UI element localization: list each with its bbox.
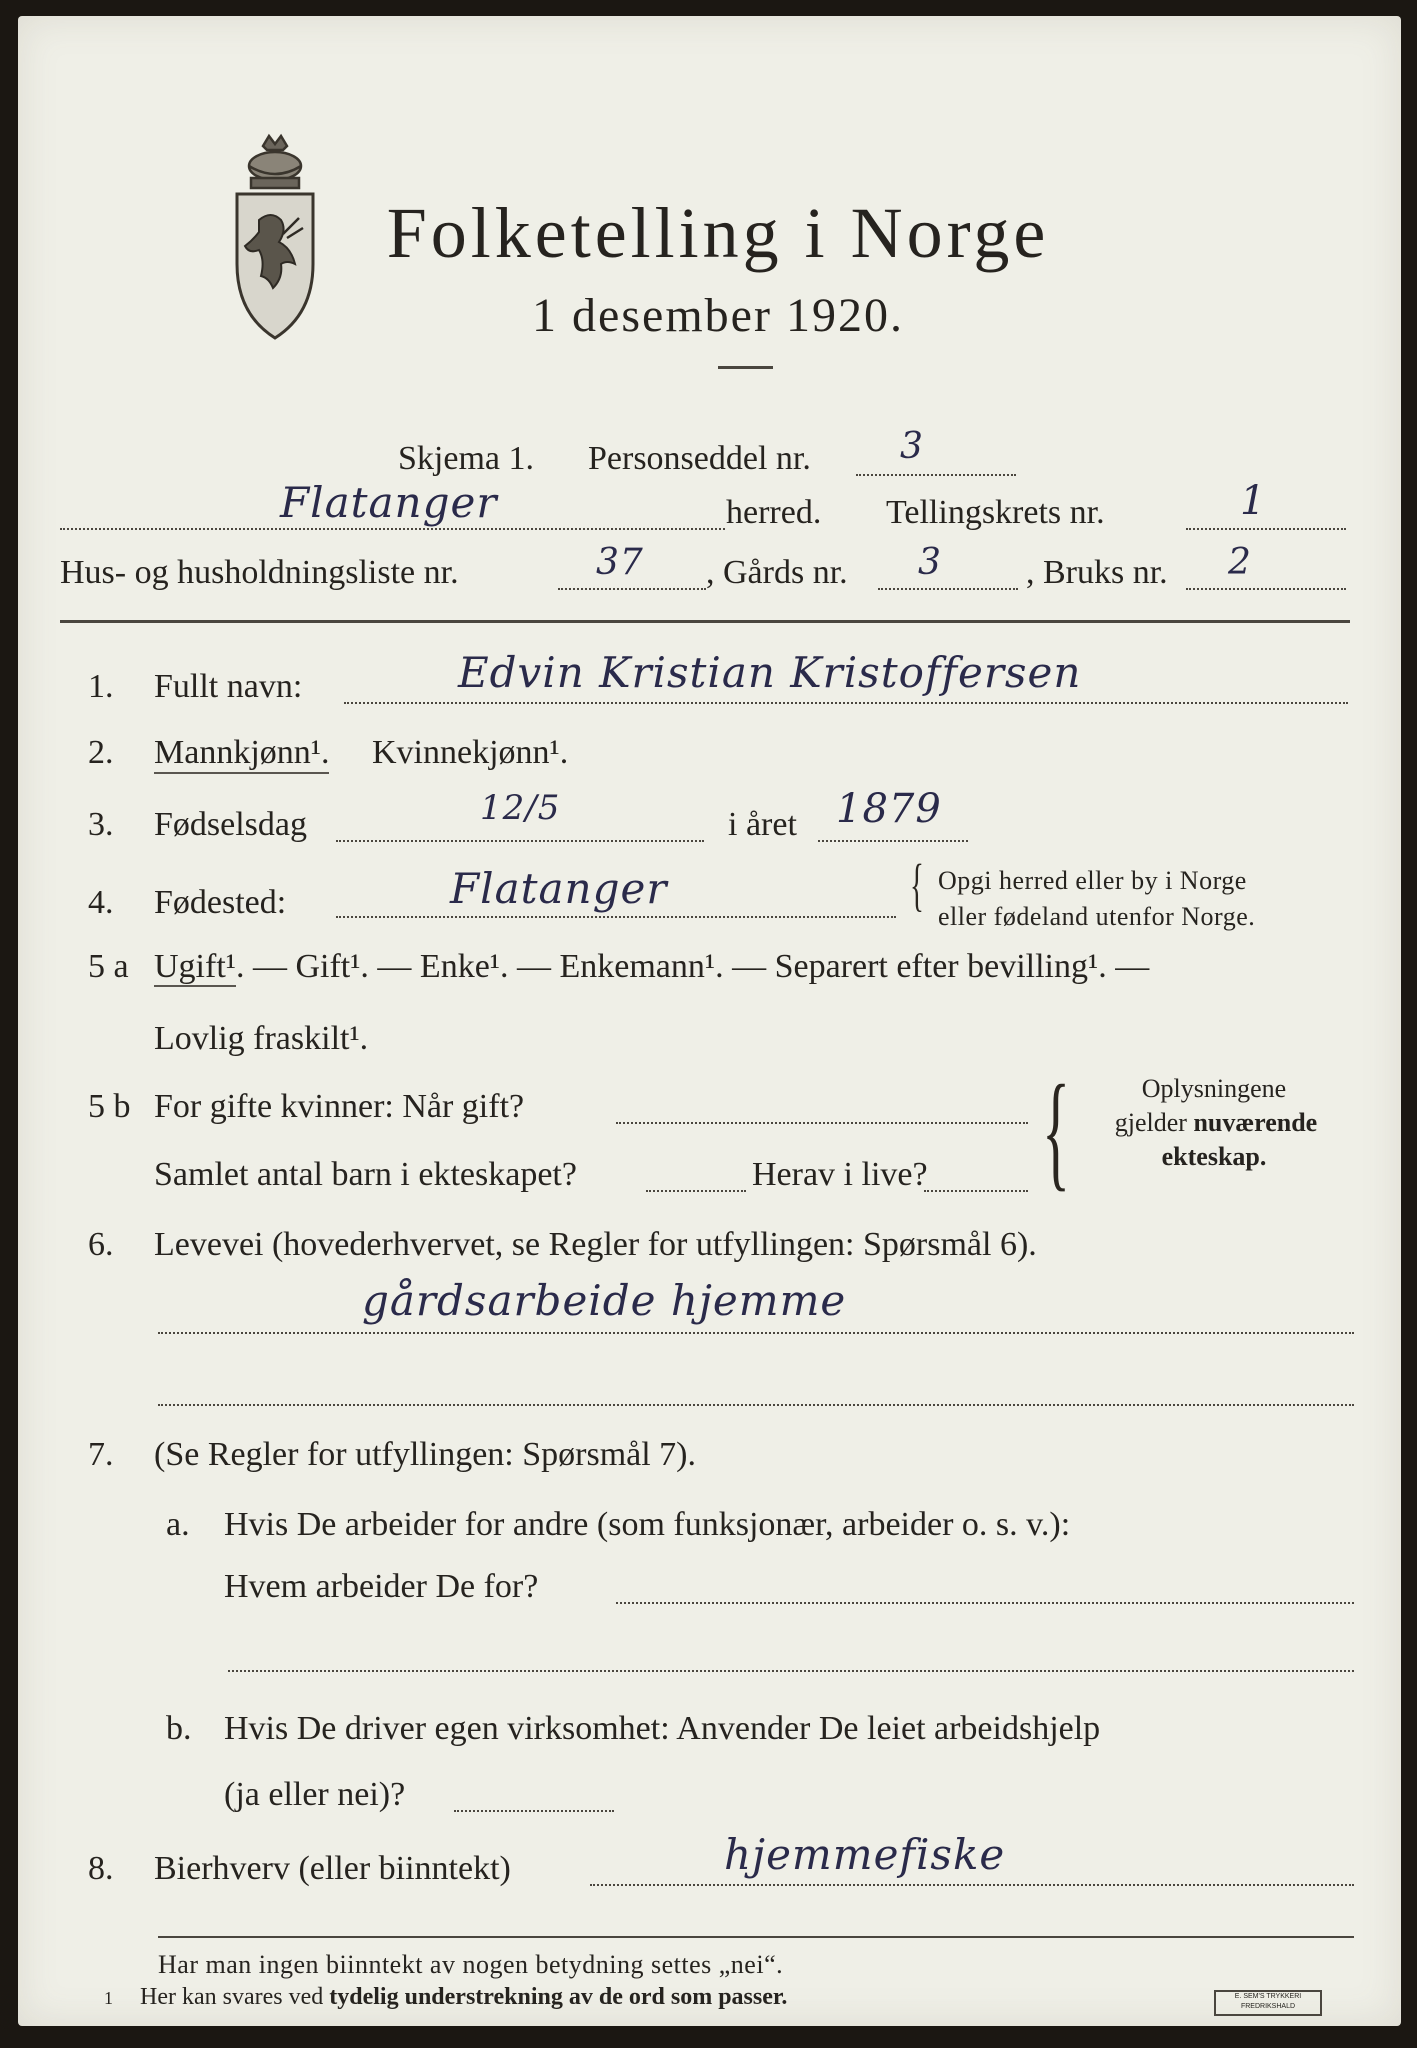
q5b-children-line — [646, 1190, 746, 1192]
q2-number: 2. — [88, 734, 114, 771]
printer-mark: E. SEM'S TRYKKERI FREDRIKSHALD — [1214, 1990, 1322, 2016]
q7-label: (Se Regler for utfyllingen: Spørsmål 7). — [154, 1436, 697, 1473]
q5a-options — [154, 948, 1149, 986]
q7a-text: Hvis De arbeider for andre (som funksjonær, arbeider o. s. v.): — [224, 1506, 1071, 1543]
gards-label: , Gårds nr. — [706, 554, 848, 591]
q7a-letter: a. — [166, 1506, 190, 1543]
q1-label: Fullt navn: — [154, 668, 303, 705]
husliste-value: 37 — [596, 542, 644, 583]
q7a-line1 — [616, 1602, 1354, 1604]
q5b-note-line2-prefix: gjelder — [1114, 1108, 1194, 1137]
q4-note-line1: Opgi herred eller by i Norge — [938, 866, 1247, 895]
q7b-text: Hvis De driver egen virksomhet: Anvender De leiet arbeidshjelp — [224, 1710, 1101, 1747]
gards-value: 3 — [918, 542, 942, 583]
q3-day-line — [336, 840, 704, 842]
footer-rule — [158, 1936, 1354, 1938]
q5b-alive-line — [924, 1190, 1028, 1192]
title-divider — [718, 366, 773, 369]
gards-line — [878, 588, 1018, 590]
q6-line1 — [158, 1332, 1354, 1334]
q5b-note-line1: Oplysningene — [1141, 1074, 1287, 1103]
q8-line — [590, 1884, 1354, 1886]
skjema-label: Skjema 1. — [398, 440, 534, 477]
footer-note: Har man ingen biinntekt av nogen betydning settes „nei“. — [158, 1950, 784, 1979]
q4-label: Fødested: — [154, 884, 287, 921]
q1-number: 1. — [88, 668, 114, 705]
q5b-number: 5 b — [88, 1088, 131, 1125]
tellingskrets-line — [1186, 528, 1346, 530]
q3-year-value: 1879 — [836, 786, 942, 832]
q5a-line2: Lovlig fraskilt¹. — [154, 1020, 369, 1057]
q5b-note-line3: ekteskap. — [1161, 1142, 1267, 1171]
q5b-note-line2 — [1076, 1108, 1356, 1138]
footnote-text — [140, 1984, 787, 2011]
herred-line — [60, 528, 725, 530]
header-divider — [60, 620, 1350, 623]
q7b-letter: b. — [166, 1710, 192, 1747]
husliste-label: Hus- og husholdningsliste nr. — [60, 554, 459, 591]
tellingskrets-value: 1 — [1240, 478, 1267, 524]
q5b-brace: { — [1042, 1059, 1071, 1203]
q6-value: gårdsarbeide hjemme — [362, 1276, 847, 1325]
page-title: Folketelling i Norge — [386, 193, 1050, 273]
q3-year-label: i året — [728, 806, 797, 843]
q2-female-option: Kvinnekjønn¹. — [372, 734, 569, 771]
q3-number: 3. — [88, 806, 114, 843]
footnote-text-bold: tydelig understrekning av de ord som passer. — [329, 1984, 788, 2010]
q6-number: 6. — [88, 1226, 114, 1263]
bruks-line — [1186, 588, 1346, 590]
q7b-sub: (ja eller nei)? — [224, 1776, 406, 1813]
q2-male-option: Mannkjønn¹. — [154, 734, 329, 774]
q5a-number: 5 a — [88, 948, 129, 985]
q5a-ugift-option: Ugift¹ — [154, 948, 236, 985]
q1-line — [344, 702, 1348, 704]
census-date: 1 desember 1920. — [532, 289, 904, 342]
q3-year-line — [818, 840, 968, 842]
q4-brace: { — [910, 852, 924, 917]
q3-day-value: 12/5 — [480, 788, 561, 828]
q7a-line2 — [228, 1670, 1354, 1672]
q8-value: hjemmefiske — [724, 1830, 1006, 1879]
herred-value: Flatanger — [280, 478, 498, 527]
census-form-page — [18, 16, 1401, 2026]
q5b-alive-label: Herav i live? — [752, 1156, 928, 1193]
q8-label: Bierhverv (eller biinntekt) — [154, 1850, 511, 1887]
husliste-line — [558, 588, 706, 590]
q4-value: Flatanger — [450, 864, 668, 913]
q5b-children-label: Samlet antal barn i ekteskapet? — [154, 1156, 577, 1193]
q7b-line — [454, 1810, 614, 1812]
q3-label: Fødselsdag — [154, 806, 307, 843]
footnote-text-plain: Her kan svares ved — [140, 1984, 330, 2010]
herred-label: herred. — [726, 494, 822, 531]
bruks-value: 2 — [1228, 542, 1252, 583]
bruks-label: , Bruks nr. — [1026, 554, 1168, 591]
footnote-number: 1 — [104, 1988, 113, 2008]
q5b-gift-line — [616, 1122, 1028, 1124]
q7a-sub: Hvem arbeider De for? — [224, 1568, 539, 1605]
q6-label: Levevei (hovederhvervet, se Regler for utfyllingen: Spørsmål 6). — [154, 1226, 1037, 1263]
q5b-note-emphasis: nuværende — [1193, 1108, 1318, 1137]
q4-line — [336, 916, 896, 918]
q7-number: 7. — [88, 1436, 114, 1473]
personseddel-label: Personseddel nr. — [588, 440, 811, 477]
q4-number: 4. — [88, 884, 114, 921]
personseddel-line — [856, 474, 1016, 476]
q1-value: Edvin Kristian Kristoffersen — [458, 648, 1082, 697]
q5b-line1: For gifte kvinner: Når gift? — [154, 1088, 525, 1125]
q5a-other-options: . — Gift¹. — Enke¹. — Enkemann¹. — Separert efter bevilling¹. — — [235, 948, 1150, 985]
personseddel-value: 3 — [900, 426, 924, 467]
q4-note-line2: eller fødeland utenfor Norge. — [938, 902, 1256, 931]
q8-number: 8. — [88, 1850, 114, 1887]
tellingskrets-label: Tellingskrets nr. — [886, 494, 1105, 531]
q6-line2 — [158, 1404, 1354, 1406]
